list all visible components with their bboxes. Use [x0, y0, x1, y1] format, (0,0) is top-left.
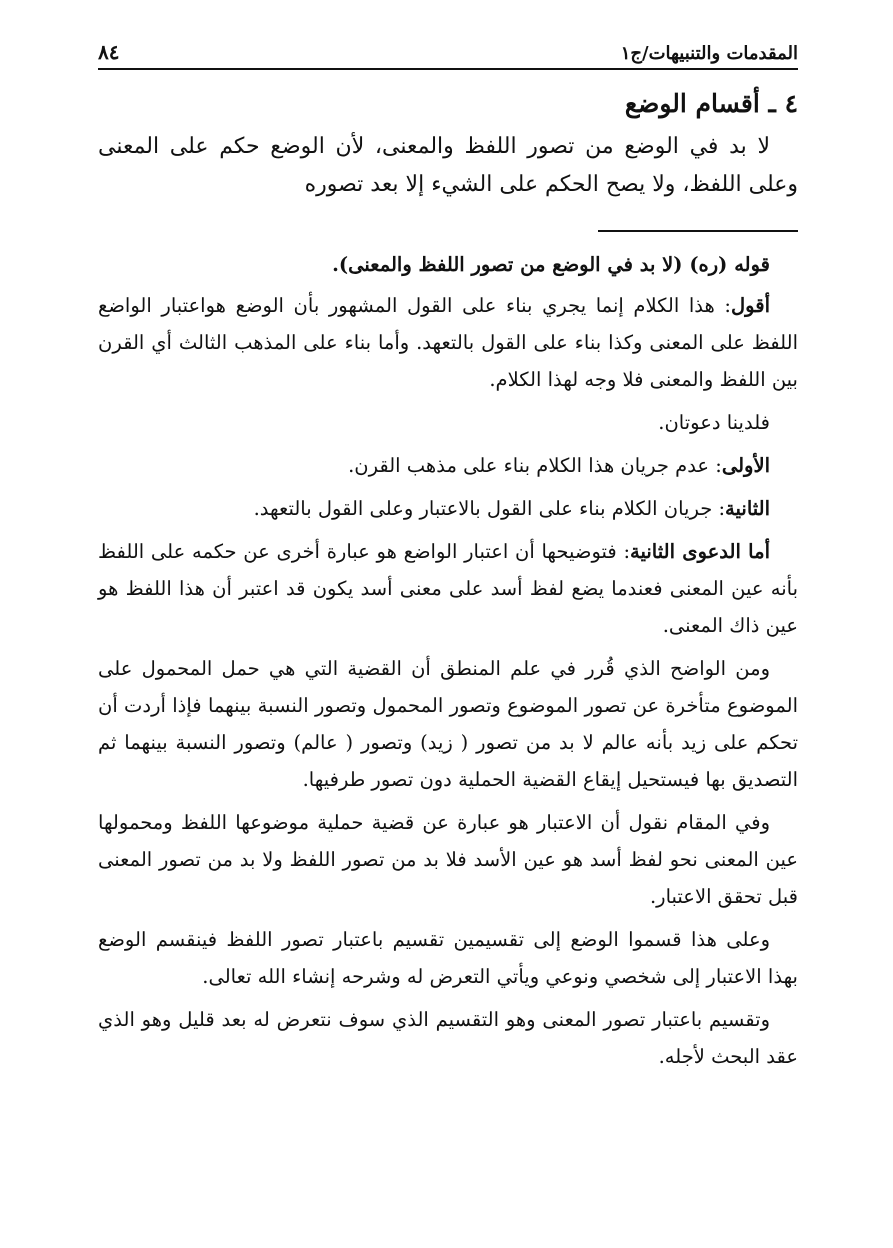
commentary-paragraph: [98, 490, 798, 527]
commentary: [98, 246, 798, 1075]
paragraph-text: : هذا الكلام إنما يجري بناء على القول المشهور بأن الوضع هواعتبار الواضع اللفظ على المعنى وكذا بناء على القول بالتعهد. وأما بناء على المذهب الثالث أي القرن بين اللفظ والمعنى فلا وجه لهذا الكلام.: [98, 294, 798, 391]
paragraph-text: : جريان الكلام بناء على القول بالاعتبار وعلى القول بالتعهد.: [253, 497, 726, 520]
commentary-paragraph: [98, 1001, 798, 1075]
paragraph-lead: الأولى: [721, 454, 770, 477]
paragraph-text: ومن الواضح الذي قُرر في علم المنطق أن القضية التي هي حمل المحمول على الموضوع متأخرة عن تصور الموضوع وتصور المحمول وتصور النسبة بينهما فإذا أردت أن تحكم على زيد بأنه عالم لا بد من تصور ( زيد) وتصور ( عالم) وتصور النسبة بينهما ثم التصديق بها فيستحيل إيقاع القضية الحملية دون تصور طرفيها.: [98, 657, 798, 791]
page-number: ٨٤: [98, 40, 120, 64]
footnote-divider: [598, 230, 798, 232]
commentary-quote: قوله (ره) (لا بد في الوضع من تصور اللفظ والمعنى).: [332, 253, 770, 276]
commentary-paragraph: [98, 404, 798, 441]
paragraph-text: : عدم جريان هذا الكلام بناء على مذهب القرن.: [348, 454, 722, 477]
paragraph-lead: أقول: [731, 294, 770, 317]
commentary-paragraph: [98, 447, 798, 484]
paragraph-text: وعلى هذا قسموا الوضع إلى تقسيمين تقسيم باعتبار تصور اللفظ فينقسم الوضع بهذا الاعتبار إلى شخصي ونوعي ويأتي التعرض له وشرحه إنشاء الله تعالى.: [98, 928, 798, 988]
commentary-paragraph: [98, 804, 798, 915]
commentary-paragraph: [98, 533, 798, 644]
commentary-paragraph: [98, 287, 798, 398]
running-title: المقدمات والتنبيهات/ج١: [620, 43, 798, 64]
main-text: [98, 128, 798, 204]
paragraph-text: وتقسيم باعتبار تصور المعنى وهو التقسيم الذي سوف نتعرض له بعد قليل وهو الذي عقد البحث لأجله.: [98, 1008, 798, 1068]
paragraph-text: وفي المقام نقول أن الاعتبار هو عبارة عن قضية حملية موضوعها اللفظ ومحمولها عين المعنى نحو لفظ أسد هو عين الأسد فلا بد من تصور اللفظ ولا بد من تصور المعنى قبل تحقق الاعتبار.: [98, 811, 798, 908]
paragraph-lead: الثانية: [725, 497, 770, 520]
section-title: ٤ ـ أقسام الوضع: [624, 89, 798, 118]
paragraph-text: فلدينا دعوتان.: [658, 411, 770, 434]
book-page: [98, 34, 798, 1081]
commentary-paragraph: [98, 921, 798, 995]
paragraph-text: : فتوضيحها أن اعتبار الواضع هو عبارة أخرى عن حكمه على اللفظ بأنه عين المعنى فعندما يضع لفظ أسد على معنى أسد يكون قد اعتبر أن هذا اللفظ هو عين ذاك المعنى.: [98, 540, 798, 637]
commentary-paragraph: [98, 650, 798, 798]
paragraph-lead: أما الدعوى الثانية: [630, 540, 770, 563]
page-header: [98, 34, 798, 70]
main-paragraph: لا بد في الوضع من تصور اللفظ والمعنى، لأن الوضع حكم على المعنى وعلى اللفظ، ولا يصح الحكم على الشيء إلا بعد تصوره: [98, 134, 798, 197]
